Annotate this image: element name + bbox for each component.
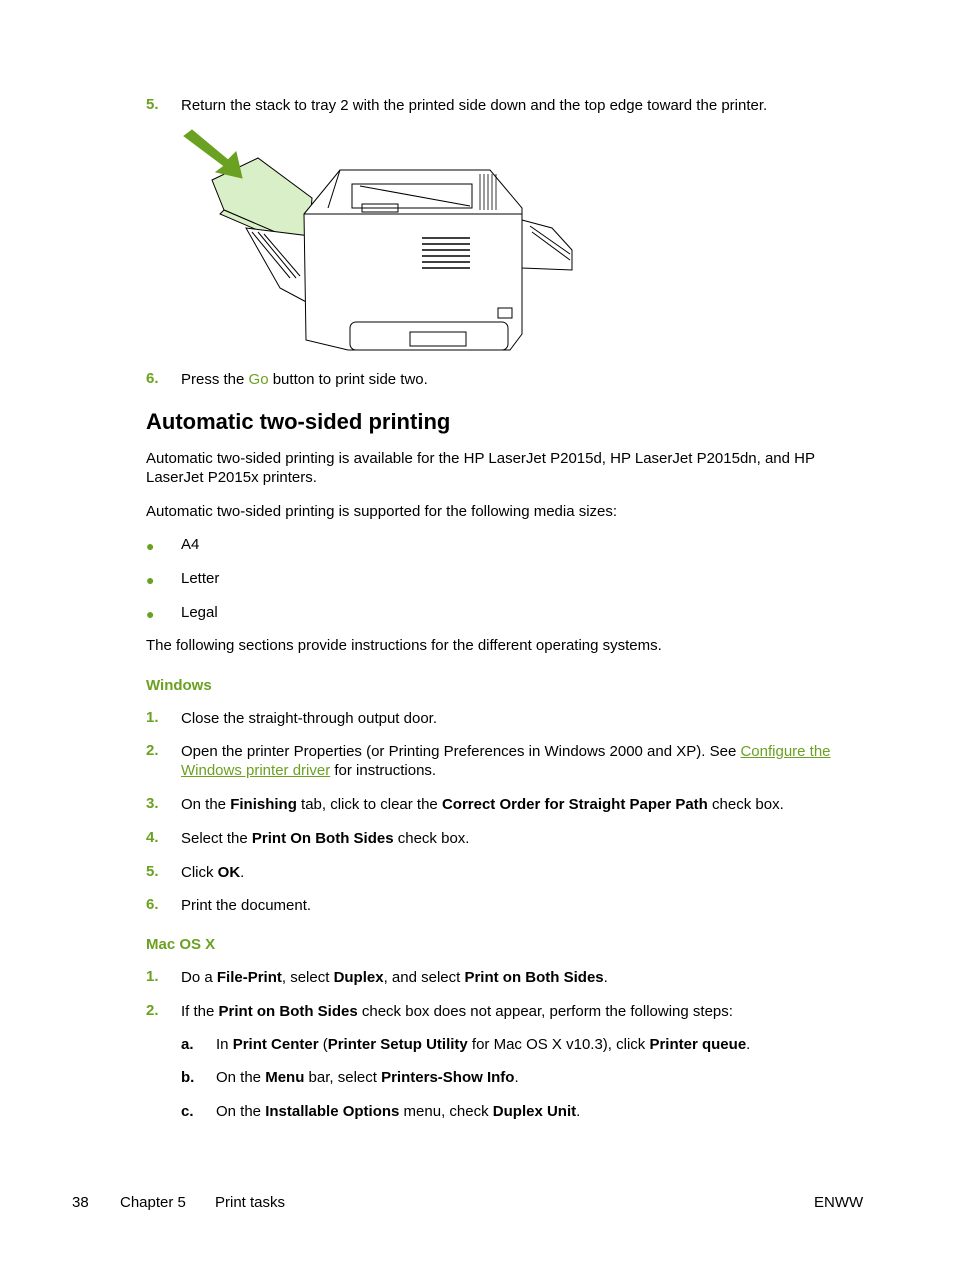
step-number: 2.	[146, 742, 159, 759]
chapter-title: Print tasks	[215, 1194, 286, 1211]
step-number: 4.	[146, 829, 159, 846]
printer-body	[304, 170, 522, 350]
chapter-label: Chapter 5	[120, 1194, 186, 1211]
step-number: 3.	[146, 795, 159, 812]
step-text: Do a File-Print, select Duplex, and select Print on Both Sides.	[181, 969, 608, 986]
bullet-icon: ●	[146, 572, 155, 588]
bullet-icon: ●	[146, 538, 155, 554]
configure-driver-link-cont[interactable]: Windows printer driver	[181, 762, 331, 779]
mac-heading: Mac OS X	[146, 936, 216, 953]
intro-paragraph: Automatic two-sided printing is available for the HP LaserJet P2015d, HP LaserJet P2015dn, and HP LaserJet P2015x printers.	[146, 450, 816, 486]
step-text: Return the stack to tray 2 with the printed side down and the top edge toward the printer.	[181, 97, 768, 114]
media-item: Letter	[181, 570, 220, 587]
step-text: On the Finishing tab, click to clear the Correct Order for Straight Paper Path check box.	[181, 796, 784, 813]
configure-driver-link[interactable]: Configure the	[740, 743, 831, 760]
step-number: 1.	[146, 968, 159, 985]
step-number: 6.	[146, 370, 159, 387]
step-number: 6.	[146, 896, 159, 913]
section-heading: Automatic two-sided printing	[146, 409, 451, 434]
step-text: Close the straight-through output door.	[181, 710, 437, 727]
arrow-icon	[184, 130, 242, 178]
page-number: 38	[72, 1194, 89, 1211]
media-item: Legal	[181, 604, 218, 621]
go-button-ref: Go	[248, 371, 269, 388]
substep-letter: c.	[181, 1103, 194, 1120]
step-text: Open the printer Properties (or Printing Preferences in Windows 2000 and XP). See Configure the Windows printer driver for instructions.	[181, 743, 831, 779]
substep-text: In Print Center (Printer Setup Utility for Mac OS X v10.3), click Printer queue.	[216, 1036, 751, 1053]
step-text: Print the document.	[181, 897, 312, 914]
step-text: Select the Print On Both Sides check box.	[181, 830, 470, 847]
step-number: 5.	[146, 96, 159, 113]
step-text: Press the Go button to print side two.	[181, 371, 428, 388]
substep-letter: b.	[181, 1069, 195, 1086]
step-number: 1.	[146, 709, 159, 726]
printer-illustration	[180, 128, 580, 356]
step-text: Click OK.	[181, 864, 245, 881]
step-number: 5.	[146, 863, 159, 880]
os-intro: The following sections provide instructions for the different operating systems.	[146, 637, 662, 654]
step-number: 2.	[146, 1002, 159, 1019]
substep-letter: a.	[181, 1036, 194, 1053]
substep-text: On the Menu bar, select Printers-Show Info.	[216, 1069, 519, 1086]
windows-heading: Windows	[146, 677, 212, 694]
step-text: If the Print on Both Sides check box does not appear, perform the following steps:	[181, 1003, 733, 1020]
media-item: A4	[181, 536, 200, 553]
media-intro: Automatic two-sided printing is supported for the following media sizes:	[146, 503, 618, 520]
bullet-icon: ●	[146, 606, 155, 622]
footer-brand: ENWW	[814, 1194, 864, 1211]
substep-text: On the Installable Options menu, check Duplex Unit.	[216, 1103, 581, 1120]
